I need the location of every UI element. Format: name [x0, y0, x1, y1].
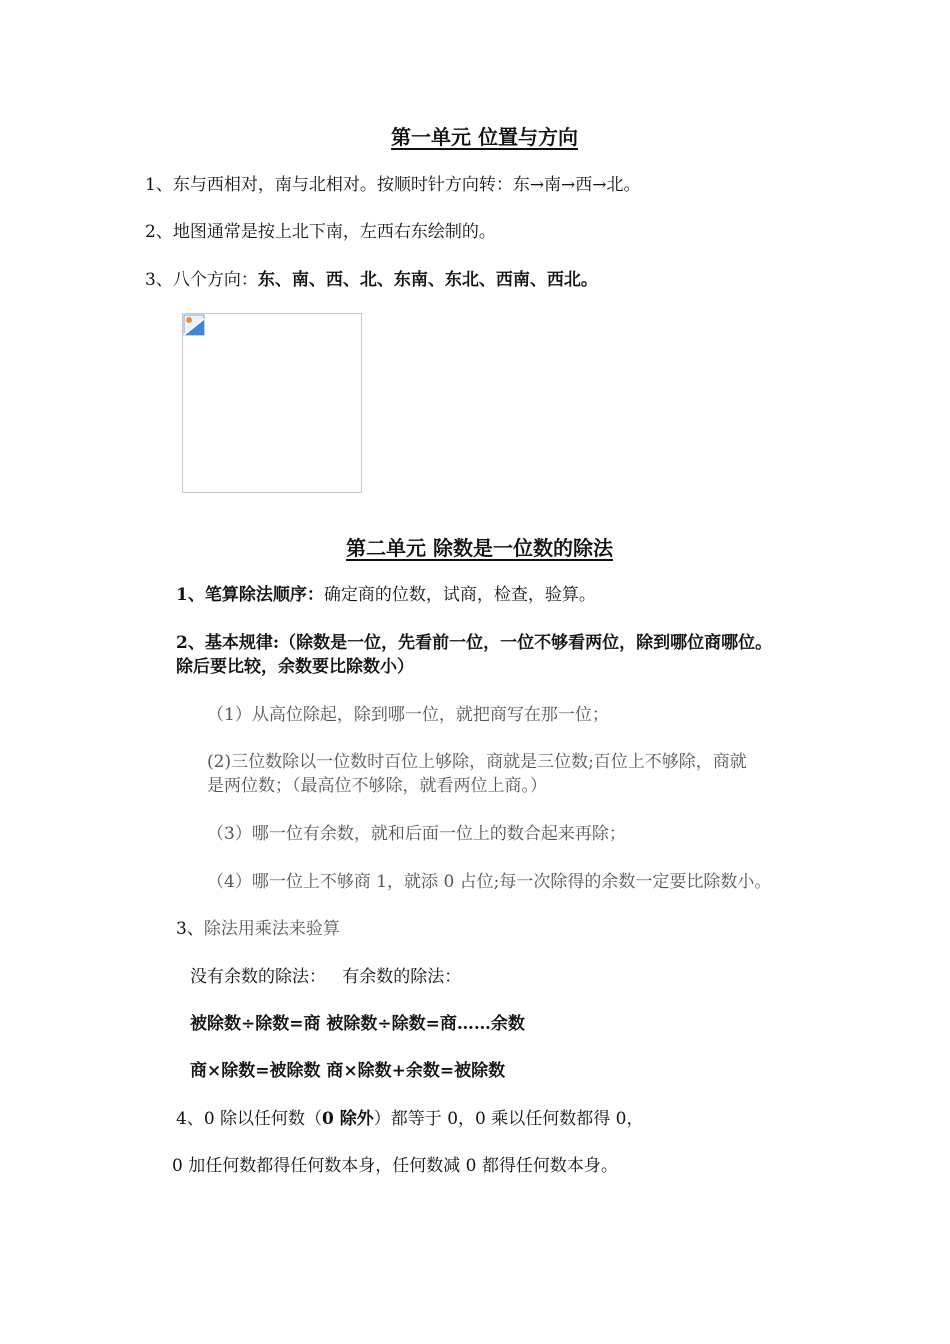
rule-4: （4）哪一位上不够商 1，就添 0 占位;每一次除得的余数一定要比除数小。 — [207, 872, 772, 892]
formula-check: 商×除数=被除数 商×除数+余数=被除数 — [190, 1061, 506, 1081]
unit2-p3-text: 除法用乘法来验算 — [203, 919, 340, 939]
unit2-paragraph-5: 0 加任何数都得任何数本身，任何数减 0 都得任何数本身。 — [172, 1156, 618, 1176]
unit2-p1-text: 确定商的位数，试商，检查，验算。 — [323, 585, 596, 605]
unit2-paragraph-3 — [176, 919, 340, 939]
unit2-p3-number: 3、 — [176, 919, 204, 939]
unit2-title: 第二单元 除数是一位数的除法 — [346, 536, 613, 560]
unit1-paragraph-2: 2、地图通常是按上北下南，左西右东绘制的。 — [145, 222, 496, 242]
rule-1: （1）从高位除起，除到哪一位，就把商写在那一位； — [207, 705, 609, 725]
unit1-p3-directions: 东、南、西、北、东南、东北、西南、西北。 — [257, 270, 598, 290]
unit2-p4-part-b: 0 除外 — [322, 1109, 374, 1129]
unit1-title: 第一单元 位置与方向 — [391, 125, 578, 149]
unit2-p4-part-c: ）都等于 0，0 乘以任何数都得 0， — [373, 1109, 644, 1129]
unit2-p1-label: 1、笔算除法顺序： — [176, 585, 324, 605]
unit2-paragraph-1 — [176, 585, 596, 605]
broken-image-icon — [183, 314, 205, 336]
unit1-p3-lead: 3、八个方向： — [145, 270, 258, 290]
missing-image-placeholder — [182, 313, 362, 493]
rule-2-line-1: (2)三位数除以一位数时百位上够除，商就是三位数;百位上不够除，商就 — [207, 752, 747, 772]
unit1-paragraph-1: 1、东与西相对，南与北相对。按顺时针方向转：东→南→西→北。 — [145, 175, 641, 195]
unit1-paragraph-3 — [145, 270, 598, 290]
unit2-paragraph-2-line-2: 除后要比较，余数要比除数小） — [176, 657, 414, 677]
rule-2-line-2: 是两位数；（最高位不够除，就看两位上商。） — [207, 776, 547, 796]
formula-division: 被除数÷除数=商 被除数÷除数=商……余数 — [190, 1014, 525, 1034]
rule-3: （3）哪一位有余数，就和后面一位上的数合起来再除； — [207, 824, 626, 844]
division-subheadings: 没有余数的除法： 有余数的除法： — [190, 967, 462, 987]
unit2-paragraph-2-line-1: 2、基本规律:（除数是一位，先看前一位，一位不够看两位，除到哪位商哪位。 — [176, 633, 773, 653]
unit2-p4-part-a: 4、0 除以任何数（ — [176, 1109, 323, 1129]
unit2-paragraph-4 — [176, 1109, 643, 1129]
